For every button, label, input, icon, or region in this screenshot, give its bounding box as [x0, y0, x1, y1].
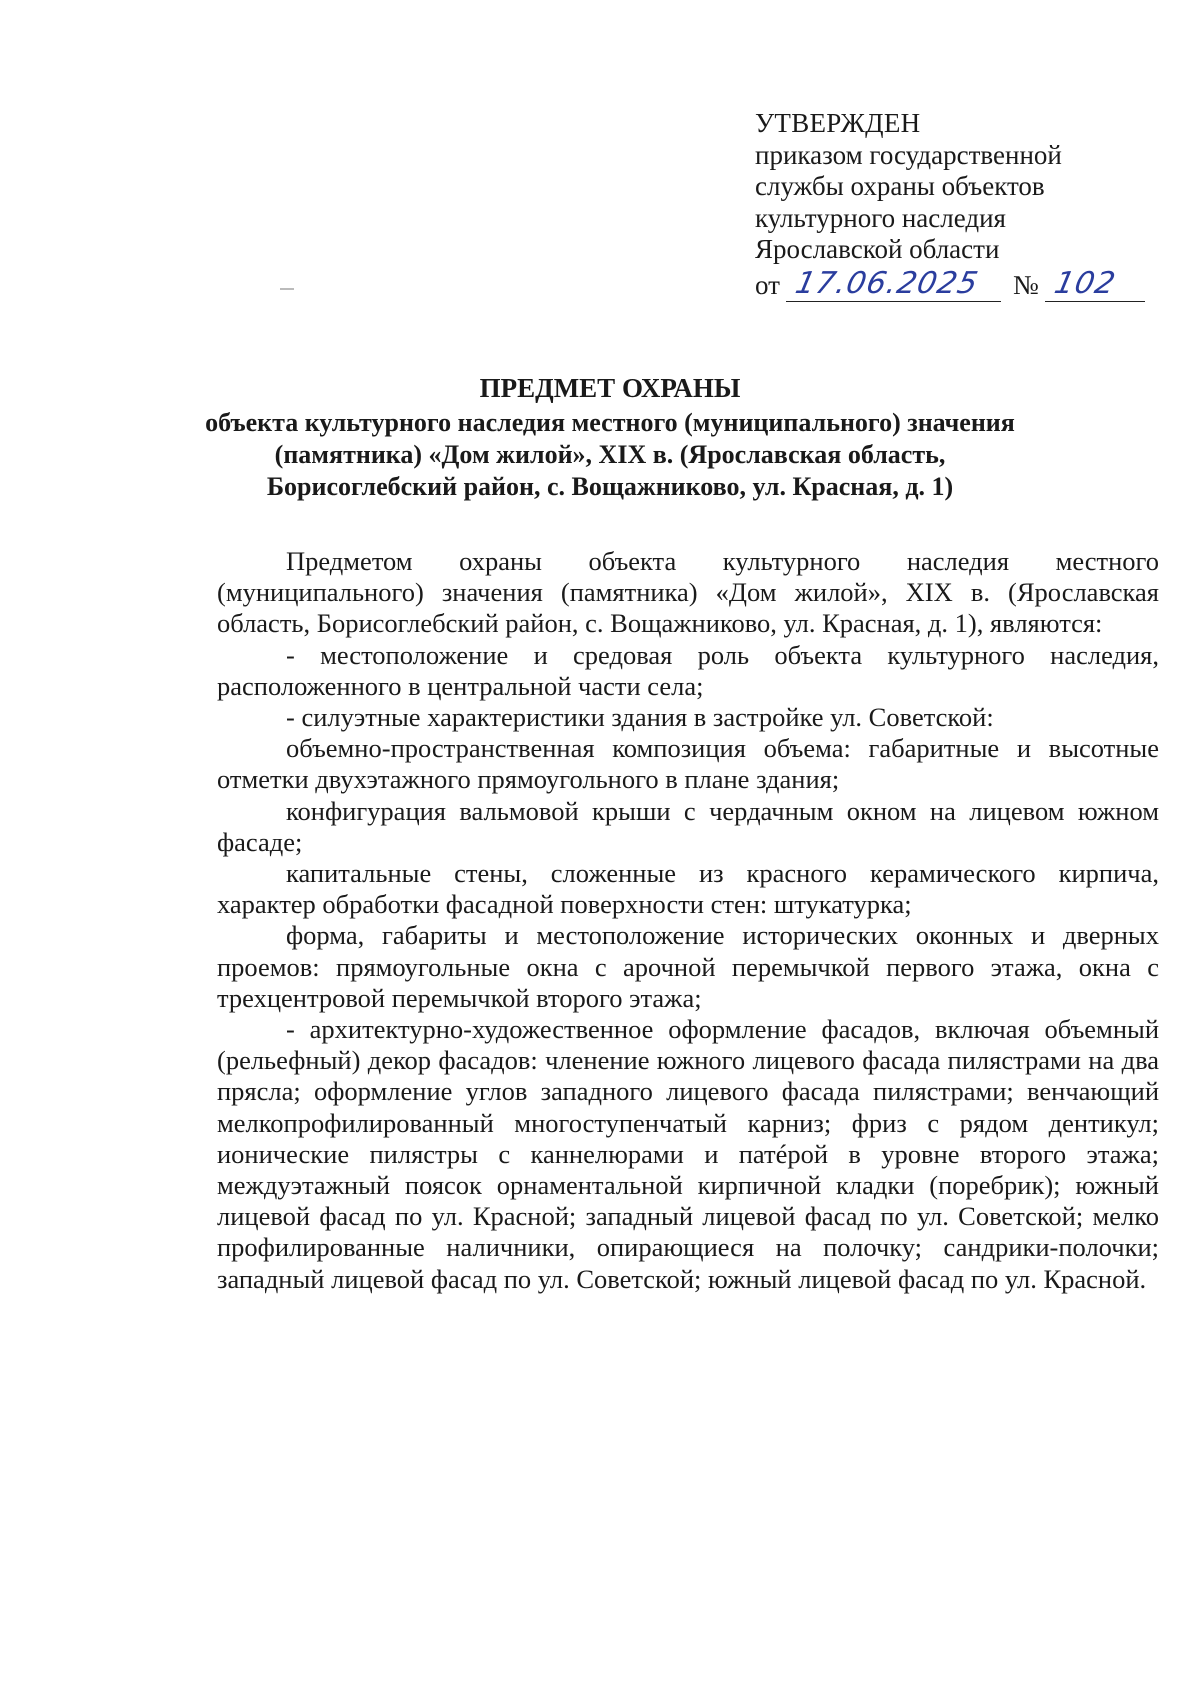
- body-paragraph: капитальные стены, сложенные из красного керамического кирпича, характер обработки фасадной поверхности стен: штукатурка;: [217, 858, 1159, 920]
- body-paragraph: форма, габариты и местоположение исторических оконных и дверных проемов: прямоугольные окна с арочной перемычкой первого этажа, окна с трехцентровой перемычкой второго этажа;: [217, 920, 1159, 1013]
- approval-date-row: [755, 266, 1155, 302]
- scan-mark: [280, 288, 294, 290]
- approval-line: Ярославской области: [755, 234, 1000, 264]
- document-heading: [180, 372, 1040, 503]
- heading-subtitle-line: (памятника) «Дом жилой», XIX в. (Ярославская область,: [274, 440, 946, 469]
- date-prefix: от: [755, 270, 780, 300]
- heading-subtitle-line: объекта культурного наследия местного (муниципального) значения: [205, 408, 1015, 437]
- approval-block: [755, 108, 1155, 302]
- heading-subtitle-line: Борисоглебский район, с. Вощажниково, ул. Красная, д. 1): [266, 472, 954, 501]
- number-field: [1045, 266, 1145, 302]
- date-field: [786, 266, 1001, 302]
- document-body: [217, 546, 1159, 1295]
- approval-line: культурного наследия: [755, 202, 1006, 233]
- body-paragraph: - местоположение и средовая роль объекта культурного наследия, расположенного в центральной части села;: [217, 639, 1159, 701]
- approval-line: приказом государственной: [755, 139, 1062, 170]
- approval-line: службы охраны объектов: [755, 171, 1045, 201]
- body-paragraph: - силуэтные характеристики здания в застройке ул. Советской:: [286, 702, 994, 733]
- body-paragraph: - архитектурно-художественное оформление фасадов, включая объемный (рельефный) декор фасадов: членение южного лицевого фасада пилястрами на два прясла; оформление углов западного лицевого фасада пилястрами; венчающий мелкопрофилированный многоступенчатый карниз; фриз с рядом дентикул; ионические пилястры с каннелюрами и патéрой в уровне второго этажа; междуэтажный поясок орнаментальной кирпичной кладки (поребрик); южный лицевой фасад по ул. Красной; западный лицевой фасад по ул. Советской; мелко профилированные наличники, опирающиеся на полочку; сандрики-полочки; западный лицевой фасад по ул. Советской; южный лицевой фасад по ул. Красной.: [217, 1014, 1159, 1294]
- body-paragraph: конфигурация вальмовой крыши с чердачным окном на лицевом южном фасаде;: [217, 795, 1159, 857]
- heading-title: ПРЕДМЕТ ОХРАНЫ: [479, 373, 741, 403]
- handwritten-date: 17.06.2025: [792, 266, 982, 301]
- body-paragraph: объемно-пространственная композиция объема: габаритные и высотные отметки двухэтажного прямоугольного в плане здания;: [217, 733, 1159, 795]
- body-paragraph: Предметом охраны объекта культурного наследия местного (муниципального) значения (памятника) «Дом жилой», XIX в. (Ярославская область, Борисоглебский район, с. Вощажниково, ул. Красная, д. 1), являются:: [217, 546, 1159, 639]
- handwritten-number: 102: [1051, 266, 1119, 301]
- number-sign: №: [1012, 270, 1039, 300]
- approval-title: УТВЕРЖДЕН: [755, 108, 921, 138]
